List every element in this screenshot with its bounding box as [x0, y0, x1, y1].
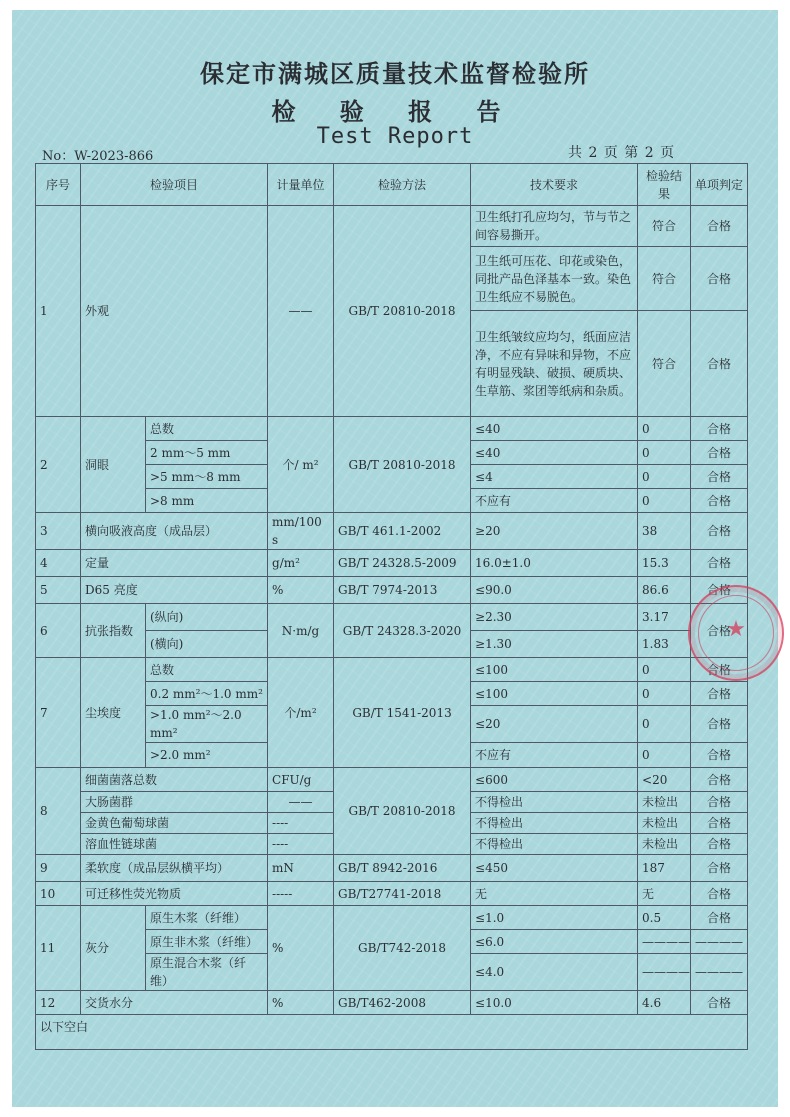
official-seal — [688, 585, 784, 681]
row-judgement: 合格 — [691, 311, 748, 417]
row-result: 4.6 — [638, 991, 691, 1015]
row-requirement: ≤4 — [471, 465, 638, 489]
row-requirement: ≥1.30 — [471, 631, 638, 658]
row-subitem: >5 mm～8 mm — [146, 465, 268, 489]
row-item: 大肠菌群 — [81, 792, 268, 813]
row-requirement: 不应有 — [471, 489, 638, 513]
row-judgement: 合格 — [691, 247, 748, 311]
row-unit: % — [268, 577, 334, 604]
row-requirement: ≤6.0 — [471, 930, 638, 954]
table-header-row — [36, 164, 748, 206]
row-subitem: >8 mm — [146, 489, 268, 513]
row-item: 交货水分 — [81, 991, 268, 1015]
col-header: 序号 — [36, 164, 81, 206]
row-no: 4 — [36, 550, 81, 577]
row-judgement: 合格 — [691, 417, 748, 441]
row-requirement: ≤1.0 — [471, 906, 638, 930]
row-no: 10 — [36, 882, 81, 906]
row-result: 3.17 — [638, 604, 691, 631]
table-row — [36, 577, 748, 604]
row-judgement: 合格 — [691, 465, 748, 489]
row-item: 可迁移性荧光物质 — [81, 882, 268, 906]
row-result: 符合 — [638, 311, 691, 417]
col-header: 单项判定 — [691, 164, 748, 206]
row-requirement: 不得检出 — [471, 792, 638, 813]
col-header: 技术要求 — [471, 164, 638, 206]
table-row — [36, 658, 748, 682]
row-requirement: ≤100 — [471, 682, 638, 706]
row-unit: mm/100 s — [268, 513, 334, 550]
row-item: 溶血性链球菌 — [81, 834, 268, 855]
row-judgement: 合格 — [691, 206, 748, 247]
row-no: 7 — [36, 658, 81, 768]
row-judgement: 合格 — [691, 792, 748, 813]
row-item: 定量 — [81, 550, 268, 577]
row-requirement: 卫生纸可压花、印花或染色，同批产品色泽基本一致。染色卫生纸应不易脱色。 — [471, 247, 638, 311]
row-result: 0 — [638, 417, 691, 441]
row-method: GB/T 20810-2018 — [334, 206, 471, 417]
row-subitem: 原生非木浆（纤维） — [146, 930, 268, 954]
row-unit: CFU/g — [268, 768, 334, 792]
row-result: 0 — [638, 658, 691, 682]
row-result: 符合 — [638, 206, 691, 247]
row-result: ———— — [638, 930, 691, 954]
row-judgement: 合格 — [691, 604, 748, 658]
table-row — [36, 882, 748, 906]
row-subitem: >2.0 mm² — [146, 743, 268, 768]
row-requirement: ≤90.0 — [471, 577, 638, 604]
row-result: 0 — [638, 465, 691, 489]
row-method: GB/T742-2018 — [334, 906, 471, 991]
row-result: 0.5 — [638, 906, 691, 930]
row-judgement: 合格 — [691, 834, 748, 855]
row-judgement: 合格 — [691, 550, 748, 577]
row-result: 15.3 — [638, 550, 691, 577]
row-method: GB/T 7974-2013 — [334, 577, 471, 604]
col-header: 检验方法 — [334, 164, 471, 206]
row-judgement: 合格 — [691, 513, 748, 550]
col-header: 检验结果 — [638, 164, 691, 206]
table-row — [36, 513, 748, 550]
row-unit: % — [268, 991, 334, 1015]
row-result: 38 — [638, 513, 691, 550]
row-requirement: 不应有 — [471, 743, 638, 768]
row-method: GB/T 20810-2018 — [334, 768, 471, 855]
page-info: 共 2 页 第 2 页 — [568, 145, 675, 161]
row-judgement: 合格 — [691, 768, 748, 792]
row-judgement: 合格 — [691, 855, 748, 882]
row-unit: —— — [268, 792, 334, 813]
row-subitem: 原生木浆（纤维） — [146, 906, 268, 930]
report-title-en: Test Report — [316, 124, 474, 149]
table-row — [36, 768, 748, 792]
table-row — [36, 417, 748, 441]
row-item: 尘埃度 — [81, 658, 146, 768]
row-item: 细菌菌落总数 — [81, 768, 268, 792]
row-method: GB/T27741-2018 — [334, 882, 471, 906]
row-judgement: 合格 — [691, 743, 748, 768]
row-method: GB/T 1541-2013 — [334, 658, 471, 768]
row-item: 洞眼 — [81, 417, 146, 513]
row-item: 柔软度（成品层纵横平均） — [81, 855, 268, 882]
table-row — [36, 991, 748, 1015]
row-item: D65 亮度 — [81, 577, 268, 604]
row-requirement: ≤40 — [471, 441, 638, 465]
row-requirement: ≥2.30 — [471, 604, 638, 631]
row-unit: ----- — [268, 882, 334, 906]
row-no: 5 — [36, 577, 81, 604]
row-no: 1 — [36, 206, 81, 417]
row-item: 金黄色葡萄球菌 — [81, 813, 268, 834]
row-no: 12 — [36, 991, 81, 1015]
row-requirement: ≤20 — [471, 706, 638, 743]
row-no: 11 — [36, 906, 81, 991]
row-requirement: 16.0±1.0 — [471, 550, 638, 577]
row-result: ———— — [638, 954, 691, 991]
row-method: GB/T 461.1-2002 — [334, 513, 471, 550]
row-requirement: 不得检出 — [471, 813, 638, 834]
row-result: 未检出 — [638, 792, 691, 813]
row-item: 灰分 — [81, 906, 146, 991]
row-result: 0 — [638, 441, 691, 465]
row-no: 3 — [36, 513, 81, 550]
row-method: GB/T 8942-2016 — [334, 855, 471, 882]
row-item: 抗张指数 — [81, 604, 146, 658]
row-unit: 个/ m² — [268, 417, 334, 513]
row-item: 横向吸液高度（成品层） — [81, 513, 268, 550]
row-judgement: 合格 — [691, 489, 748, 513]
row-requirement: ≥20 — [471, 513, 638, 550]
row-judgement: 合格 — [691, 658, 748, 682]
row-unit: % — [268, 906, 334, 991]
table-row — [36, 855, 748, 882]
row-requirement: 卫生纸皱纹应均匀，纸面应洁净，不应有异味和异物，不应有明显残缺、破损、硬质块、生草筋、浆团等纸病和杂质。 — [471, 311, 638, 417]
row-no: 8 — [36, 768, 81, 855]
row-unit: g/m² — [268, 550, 334, 577]
row-requirement: 不得检出 — [471, 834, 638, 855]
row-requirement: ≤40 — [471, 417, 638, 441]
row-result: 1.83 — [638, 631, 691, 658]
row-unit: ---- — [268, 834, 334, 855]
row-subitem: >1.0 mm²～2.0 mm² — [146, 706, 268, 743]
row-no: 9 — [36, 855, 81, 882]
table-row — [36, 604, 748, 631]
row-unit: mN — [268, 855, 334, 882]
row-judgement: 合格 — [691, 813, 748, 834]
row-result: 187 — [638, 855, 691, 882]
row-subitem: 总数 — [146, 417, 268, 441]
row-result: 0 — [638, 682, 691, 706]
row-requirement: ≤100 — [471, 658, 638, 682]
row-requirement: 无 — [471, 882, 638, 906]
row-unit: 个/m² — [268, 658, 334, 768]
row-subitem: (横向) — [146, 631, 268, 658]
row-unit: N·m/g — [268, 604, 334, 658]
row-judgement: 合格 — [691, 682, 748, 706]
col-header: 检验项目 — [81, 164, 268, 206]
row-judgement: ———— — [691, 930, 748, 954]
row-judgement: 合格 — [691, 577, 748, 604]
row-subitem: 2 mm～5 mm — [146, 441, 268, 465]
row-result: 86.6 — [638, 577, 691, 604]
row-subitem: (纵向) — [146, 604, 268, 631]
table-row — [36, 206, 748, 247]
row-method: GB/T462-2008 — [334, 991, 471, 1015]
row-subitem: 原生混合木浆（纤维） — [146, 954, 268, 991]
report-number: No：W-2023-866 — [42, 149, 154, 164]
row-no: 2 — [36, 417, 81, 513]
col-header: 计量单位 — [268, 164, 334, 206]
table-row — [36, 906, 748, 930]
row-requirement: 卫生纸打孔应均匀，节与节之间容易撕开。 — [471, 206, 638, 247]
row-requirement: ≤4.0 — [471, 954, 638, 991]
row-item: 外观 — [81, 206, 268, 417]
row-requirement: ≤450 — [471, 855, 638, 882]
row-judgement: ———— — [691, 954, 748, 991]
row-subitem: 总数 — [146, 658, 268, 682]
row-result: <20 — [638, 768, 691, 792]
row-unit: —— — [268, 206, 334, 417]
row-result: 0 — [638, 706, 691, 743]
institute-name: 保定市满城区质量技术监督检验所 — [200, 59, 590, 88]
row-method: GB/T 24328.3-2020 — [334, 604, 471, 658]
row-requirement: ≤600 — [471, 768, 638, 792]
row-method: GB/T 24328.5-2009 — [334, 550, 471, 577]
row-result: 未检出 — [638, 834, 691, 855]
row-judgement: 合格 — [691, 706, 748, 743]
row-no: 6 — [36, 604, 81, 658]
row-judgement: 合格 — [691, 882, 748, 906]
row-subitem: 0.2 mm²～1.0 mm² — [146, 682, 268, 706]
row-method: GB/T 20810-2018 — [334, 417, 471, 513]
row-requirement: ≤10.0 — [471, 991, 638, 1015]
report-table — [35, 163, 748, 1050]
blank-below-note: 以下空白 — [36, 1015, 748, 1050]
row-result: 0 — [638, 489, 691, 513]
row-result: 无 — [638, 882, 691, 906]
row-result: 符合 — [638, 247, 691, 311]
seal-star-icon: ★ — [726, 617, 746, 642]
row-result: 未检出 — [638, 813, 691, 834]
report-title-cn: 检 验 报 告 — [271, 97, 519, 126]
row-result: 0 — [638, 743, 691, 768]
table-row — [36, 550, 748, 577]
row-judgement: 合格 — [691, 906, 748, 930]
row-unit: ---- — [268, 813, 334, 834]
table-footer-row — [36, 1015, 748, 1050]
row-judgement: 合格 — [691, 991, 748, 1015]
row-judgement: 合格 — [691, 441, 748, 465]
